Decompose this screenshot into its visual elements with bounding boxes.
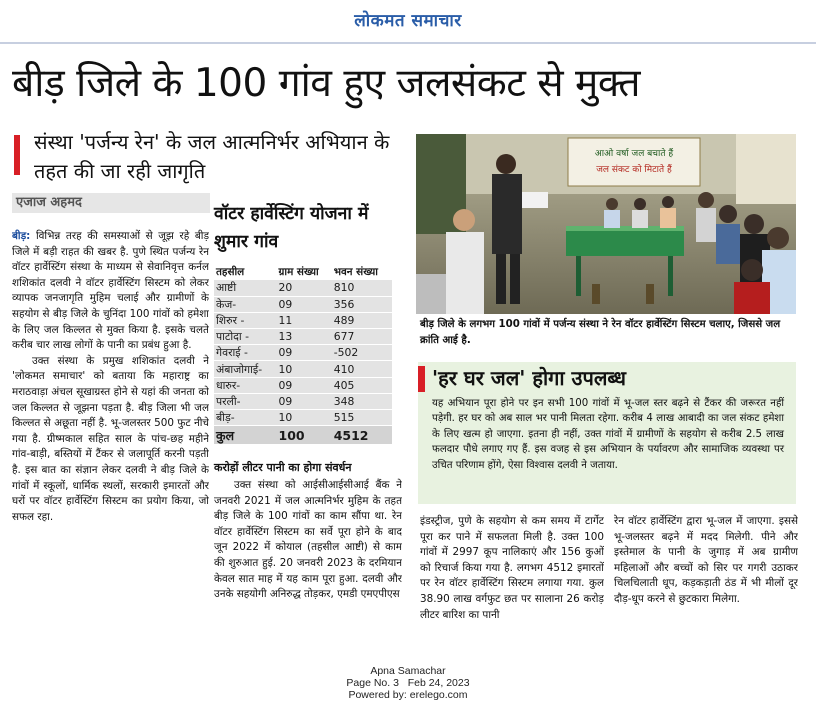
stats-cell-building-count: 489 bbox=[332, 312, 392, 328]
footer-publication: Apna Samachar bbox=[370, 665, 446, 677]
photo-caption: बीड़ जिले के लगभग 100 गांवों में पर्जन्य संस्था ने रेन वॉटर हार्वेस्टिंग सिस्टम चलाए, जिससे जल क्रांति आई है. bbox=[420, 319, 781, 346]
masthead-divider bbox=[0, 42, 816, 44]
footer-page-date: Page No. 3 Feb 24, 2023 bbox=[346, 677, 470, 689]
col3-text: इंडस्ट्रीज, पुणे के सहयोग से कम समय में टार्गेट पूरा कर पाने में सफलता मिली है. उक्त 100 गांवों में 2997 कूप नालिकाएं और 156 कुओं को रिचार्ज किया गया है. लगभग 4512 इमारतों पर रेन वॉटर हार्वेस्टिंग सिस्टम लगाया गया. कुल 38.90 लाख वर्गफुट छत पर सालाना 26 करोड़ लीटर बारिश का पानी bbox=[420, 515, 604, 621]
stats-cell-building-count: 515 bbox=[332, 410, 392, 426]
stats-cell-building-count: -502 bbox=[332, 345, 392, 361]
body-paragraph-1 bbox=[12, 229, 209, 354]
panel-accent-bar bbox=[418, 366, 425, 392]
footer-powered-by: Powered by: erelego.com bbox=[348, 689, 468, 701]
stats-cell-building-count: 810 bbox=[332, 280, 392, 296]
subhead-accent-bar bbox=[14, 135, 20, 175]
col-header-tehsil: तहसील bbox=[216, 266, 245, 278]
stats-table bbox=[214, 264, 392, 445]
section2-text: उक्त संस्था को आईसीआईसीआई बैंक ने जनवरी 2021 में जल आत्मनिर्भर मुहिम के तहत बीड़ जिले के 100 गांवों का काम सौंपा था. रेन वॉटर हार्वेस्टिंग सिस्टम का सर्वे पूरा होने के बाद जून 2022 में कोयाल (तहसील आष्टी) से काम की शुरुआत हुई. 20 जनवरी 2023 के दरमियान केवल सात माह में यह काम पूरा हुआ. दलवी और उनके सहयोगी अनिरुद्ध तोड़कर, एमडी एमएपीएस bbox=[214, 479, 402, 601]
banner-line-1: आओ वर्षा जल बचाते हैं bbox=[594, 149, 674, 159]
stats-cell-tehsil: बीड़- bbox=[214, 410, 277, 426]
col4-text: रेन वॉटर हार्वेस्टिंग द्वारा भू-जल में जाएगा. इससे भू-जलस्तर बढ़ने में मदद मिलेगी. पीने और इस्तेमाल के पानी के जुगाड़ में अब ग्रामीण महिलाओं और बच्चों को सिर पर गगरी उठाकर चिलचिलाती धूप, कड़कड़ाती ठंड में भी मीलों दूर दौड़-धूप करने से छुटकारा मिलेगा. bbox=[614, 515, 798, 605]
stats-cell-village-count: 10 bbox=[277, 361, 332, 377]
newspaper-name: लोकमत समाचार bbox=[354, 11, 462, 31]
stats-cell-tehsil: अंबाजोगाई- bbox=[214, 361, 277, 377]
body-paragraph-2: उक्त संस्था के प्रमुख शशिकांत दलवी ने 'लोकमत समाचार' को बताया कि महाराष्ट्र का मराठवाड़ा अंचल सूखाग्रस्त होने से यहां की जनता को जल किल्लत से जूझना पड़ता है. बीड़ जिला भी जल किल्लत से अछूता नहीं है. भू-जलस्तर 500 फुट नीचे गया है. ग्रीष्मकाल सहित साल के पांच-छह महीने गांव-बाड़ी, बस्तियों में टैंकर से जलापूर्ति करनी पड़ती है. इस बात का संज्ञान लेकर दलवी ने बीड़ जिले के गांवों में स्कूलों, धार्मिक स्थलों, सरकारी इमारतों और घरों पर वॉटर हार्वेस्टिंग सिस्टम का प्रयोग किया, जो सफल रहा. bbox=[12, 354, 209, 523]
stats-row bbox=[214, 296, 392, 312]
stats-cell-village-count: 13 bbox=[277, 329, 332, 345]
stats-box-title: वॉटर हार्वेस्टिंग योजना में शुमार गांव bbox=[214, 204, 369, 252]
stats-cell-building-count: 677 bbox=[332, 329, 392, 345]
stats-row bbox=[214, 410, 392, 426]
panel-title: 'हर घर जल' होगा उपलब्ध bbox=[432, 366, 626, 390]
body-column-4 bbox=[614, 514, 798, 648]
stats-cell-building-count: 410 bbox=[332, 361, 392, 377]
section-heading: करोड़ों लीटर पानी का होगा संवर्धन bbox=[214, 461, 352, 474]
stats-cell-building-count: 356 bbox=[332, 296, 392, 312]
body-column-2 bbox=[214, 478, 402, 648]
stats-total-row bbox=[214, 426, 392, 445]
byline: एजाज अहमद bbox=[12, 193, 210, 213]
stats-row bbox=[214, 312, 392, 328]
stats-cell-tehsil: केज- bbox=[214, 296, 277, 312]
stats-cell-village-count: 09 bbox=[277, 377, 332, 393]
stats-cell-village-count: 09 bbox=[277, 393, 332, 409]
stats-cell-tehsil: आष्टी bbox=[214, 280, 277, 296]
stats-cell-building-count: 348 bbox=[332, 393, 392, 409]
stats-row bbox=[214, 377, 392, 393]
stats-cell-village-count: 09 bbox=[277, 345, 332, 361]
stats-cell-tehsil: धारुर- bbox=[214, 377, 277, 393]
stats-cell-tehsil: गेवराई - bbox=[214, 345, 277, 361]
stats-row bbox=[214, 345, 392, 361]
stats-total-village-count: 100 bbox=[277, 426, 332, 445]
stats-cell-tehsil: परली- bbox=[214, 393, 277, 409]
stats-cell-village-count: 09 bbox=[277, 296, 332, 312]
masthead bbox=[0, 0, 816, 46]
photo-illustration bbox=[416, 134, 796, 314]
body-paragraph-1-text: विभिन्न तरह की समस्याओं से जूझ रहे बीड़ जिले में बड़ी राहत की खबर है. पुणे स्थित पर्जन्य रेन वॉटर हार्वेस्टिंग संस्था के माध्यम से सेवानिवृत्त कर्नल शशिकांत दलवी ने वॉटर हार्वेस्टिंग सिस्टम को लेकर व्यापक जनजागृति मुहिम चलाई और ग्रामीणों के सहयोग से बीड़ जिले के चुनिंदा 100 गांवों को हमेशा के लिए जल किल्लत से मुक्त किया है. इसके चलते करीब चार लाख लोगों के पानी का प्रबंध हुआ है. bbox=[12, 230, 209, 352]
news-photo bbox=[416, 134, 796, 314]
stats-total-building-count: 4512 bbox=[332, 426, 392, 445]
body-column-3 bbox=[420, 514, 604, 648]
stats-cell-village-count: 11 bbox=[277, 312, 332, 328]
stats-cell-tehsil: शिरुर - bbox=[214, 312, 277, 328]
headline: बीड़ जिले के 100 गांव हुए जलसंकट से मुक्त bbox=[12, 61, 640, 106]
stats-row bbox=[214, 329, 392, 345]
stats-cell-tehsil: पाटोदा - bbox=[214, 329, 277, 345]
col-header-village-count: ग्राम संख्या bbox=[278, 266, 319, 278]
stats-row bbox=[214, 361, 392, 377]
stats-row bbox=[214, 280, 392, 296]
banner-line-2: जल संकट को मिटाते हैं bbox=[596, 165, 672, 175]
body-column-1 bbox=[12, 229, 209, 647]
dateline: बीड़: bbox=[12, 230, 31, 242]
stats-cell-village-count: 10 bbox=[277, 410, 332, 426]
stats-cell-building-count: 405 bbox=[332, 377, 392, 393]
stats-row bbox=[214, 393, 392, 409]
stats-header-row bbox=[214, 264, 392, 280]
page-footer bbox=[0, 665, 816, 701]
stats-total-tehsil: कुल bbox=[214, 426, 277, 445]
panel-text: यह अभियान पूरा होने पर इन सभी 100 गांवों में भू-जल स्तर बढ़ने से टैंकर की जरूरत नहीं पड़ेगी. हर घर को अब साल भर पानी मिलता रहेगा. करीब 4 लाख आबादी का जल संकट हमेशा के लिए खत्म हो जाएगा. इतना ही नहीं, उक्त गांवों में ग्रामीणों के सहयोग से करीब 2.5 लाख फलदार पौधे लगाए गए हैं. इस वजह से इस अभियान के पर्यावरण और सामाजिक व्यवस्था पर उचित परिणाम होंगे, ऐसा विश्वास दलवी ने जताया. bbox=[432, 398, 784, 471]
col-header-building-count: भवन संख्या bbox=[333, 266, 378, 278]
stats-cell-village-count: 20 bbox=[277, 280, 332, 296]
subheadline: संस्था 'पर्जन्य रेन' के जल आत्मनिर्भर अभियान के तहत की जा रही जागृति bbox=[34, 130, 390, 183]
